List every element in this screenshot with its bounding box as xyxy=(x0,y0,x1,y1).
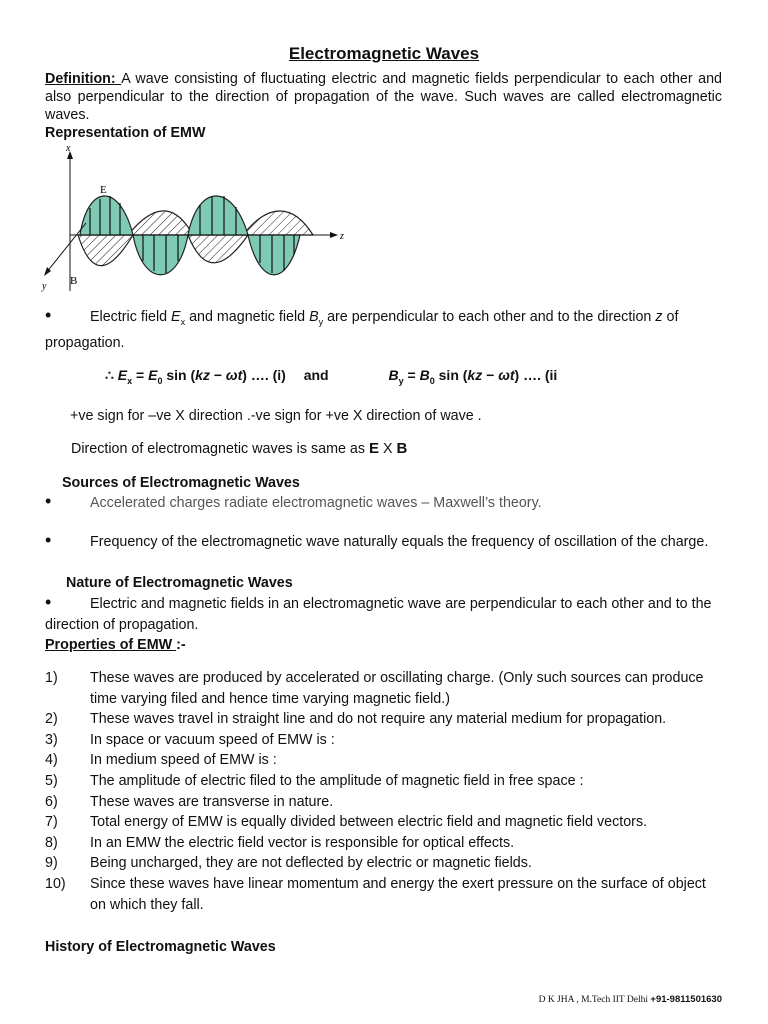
text: Accelerated charges radiate electromagnetic waves – Maxwell’s theory. xyxy=(90,495,542,511)
bullet-dot: • xyxy=(45,592,52,612)
x-axis-label: x xyxy=(66,143,71,154)
list-item xyxy=(45,833,725,854)
item-text: These waves are produced by accelerated or oscillating charge. (Only such sources can produce time varying filed and hence time varying magnetic field.) xyxy=(90,670,704,707)
list-item xyxy=(45,853,725,874)
sources-heading: Sources of Electromagnetic Waves xyxy=(62,475,300,491)
b0-symbol: B xyxy=(419,367,430,383)
by-subscript: y xyxy=(318,316,324,327)
list-item xyxy=(45,874,725,915)
item-number: 8) xyxy=(45,834,58,851)
wt: ωt xyxy=(498,367,515,383)
x-sub: x xyxy=(127,375,133,386)
b-field-lobe xyxy=(78,235,133,266)
wt: ωt xyxy=(225,367,243,383)
kz: kz xyxy=(467,367,483,383)
e0-symbol: E xyxy=(148,367,158,383)
item-number: 4) xyxy=(45,752,58,769)
item-number: 3) xyxy=(45,731,58,748)
bullet-perpendicular xyxy=(45,307,725,354)
text: Electric field xyxy=(90,309,172,325)
item-number: 6) xyxy=(45,793,58,810)
bullet-dot: • xyxy=(45,530,52,550)
b-field-lobe xyxy=(128,211,193,235)
history-heading: History of Electromagnetic Waves xyxy=(45,939,276,955)
item-number: 5) xyxy=(45,772,58,789)
footer-phone: +91-9811501630 xyxy=(650,994,722,1005)
y-sub: y xyxy=(398,375,404,386)
e-symbol: E xyxy=(117,367,128,383)
text: Frequency of the electromagnetic wave naturally equals the frequency of oscillation of the charge. xyxy=(90,534,709,550)
item-text: Since these waves have linear momentum and energy the exert pressure on the surface of object on which they fall. xyxy=(90,875,706,913)
emw-diagram xyxy=(38,143,358,293)
e-field-lobe xyxy=(80,196,133,235)
item-text: These waves travel in straight line and do not require any material medium for propagation. xyxy=(90,711,667,728)
properties-heading xyxy=(45,637,186,653)
list-item xyxy=(45,771,725,792)
heading-suffix: :- xyxy=(176,637,186,653)
list-item xyxy=(45,668,725,709)
list-item xyxy=(45,812,725,833)
and-word: and xyxy=(303,367,329,383)
bullet-dot: • xyxy=(45,305,52,325)
item-text: Being uncharged, they are not deflected by electric or magnetic fields. xyxy=(90,855,532,872)
e-field-lobe xyxy=(188,196,248,235)
heading-text: Properties of EMW xyxy=(45,637,177,653)
item-number: 10) xyxy=(45,875,66,892)
item-number: 7) xyxy=(45,814,58,831)
footer-author: D K JHA , M.Tech IIT Delhi xyxy=(538,995,651,1005)
definition-text: A wave consisting of fluctuating electric and magnetic fields perpendicular to each other and also perpendicular to the direction of propagation of the wave. Such waves are called electromagnetic waves. xyxy=(45,71,722,123)
eq-label-i: ) …. (i) xyxy=(242,367,286,383)
item-text: In an EMW the electric field vector is responsible for optical effects. xyxy=(90,834,515,851)
b-field-lobe xyxy=(243,211,313,235)
z-symbol: z xyxy=(655,309,663,325)
sign-line: +ve sign for –ve X direction .-ve sign for +ve X direction of wave . xyxy=(70,408,482,424)
item-number: 2) xyxy=(45,711,58,728)
b-label: B xyxy=(70,275,78,287)
item-text: The amplitude of electric filed to the amplitude of magnetic field in free space : xyxy=(90,772,584,789)
eq-label-ii: ) …. (ii xyxy=(514,367,558,383)
sin: sin ( xyxy=(434,367,468,383)
direction-line xyxy=(71,440,407,457)
definition-label: Definition: xyxy=(45,71,122,87)
text: are perpendicular to each other and to the direction xyxy=(323,309,656,325)
item-text: In space or vacuum speed of EMW is : xyxy=(90,731,335,748)
ex-symbol: E xyxy=(171,309,181,325)
z-axis-label: z xyxy=(340,231,344,242)
wave-equations xyxy=(105,367,557,386)
sin: sin ( xyxy=(162,367,196,383)
zero-sub: 0 xyxy=(429,375,435,386)
eq: = xyxy=(403,367,420,383)
item-number: 1) xyxy=(45,670,58,686)
therefore-symbol: ∴ xyxy=(105,367,118,383)
item-text: Total energy of EMW is equally divided between electric field and magnetic field vectors. xyxy=(90,814,648,831)
zero-sub: 0 xyxy=(157,375,163,386)
b-field-lobe xyxy=(188,235,248,263)
eq: = xyxy=(132,367,149,383)
y-axis xyxy=(46,223,86,273)
sources-bullet xyxy=(45,493,725,514)
by-symbol: B xyxy=(309,309,319,325)
text: Electric and magnetic fields in an electromagnetic wave are perpendicular to each other and to the direction of propagation. xyxy=(45,596,712,633)
page-title: Electromagnetic Waves xyxy=(288,44,480,63)
frequency-bullet xyxy=(45,532,725,553)
b-symbol: B xyxy=(388,367,399,383)
list-item xyxy=(45,709,725,730)
definition-paragraph xyxy=(45,70,722,124)
minus: − xyxy=(209,367,226,383)
item-number: 9) xyxy=(45,855,58,872)
list-item xyxy=(45,750,725,771)
nature-heading: Nature of Electromagnetic Waves xyxy=(66,575,293,591)
text: of propagation. xyxy=(45,309,679,351)
e-field-lobe xyxy=(133,235,188,275)
item-text: In medium speed of EMW is : xyxy=(90,752,277,769)
cross: X xyxy=(379,441,397,457)
list-item xyxy=(45,792,725,813)
z-axis-arrow xyxy=(330,232,338,238)
footer xyxy=(539,994,722,1005)
representation-heading: Representation of EMW xyxy=(45,125,206,141)
y-axis-label: y xyxy=(42,281,47,292)
kz: kz xyxy=(195,367,210,383)
e-field-lobe xyxy=(248,235,300,275)
item-text: These waves are transverse in nature. xyxy=(90,793,334,810)
text: and magnetic field xyxy=(185,309,310,325)
nature-bullet xyxy=(45,594,725,636)
properties-list xyxy=(45,668,725,915)
e-label: E xyxy=(100,184,107,196)
ex-subscript: x xyxy=(180,316,186,327)
e-vector: E xyxy=(368,440,379,457)
bullet-dot: • xyxy=(45,491,52,511)
b-vector: B xyxy=(396,440,408,457)
text: Direction of electromagnetic waves is same as xyxy=(71,441,369,457)
list-item xyxy=(45,730,725,751)
minus: − xyxy=(482,367,499,383)
